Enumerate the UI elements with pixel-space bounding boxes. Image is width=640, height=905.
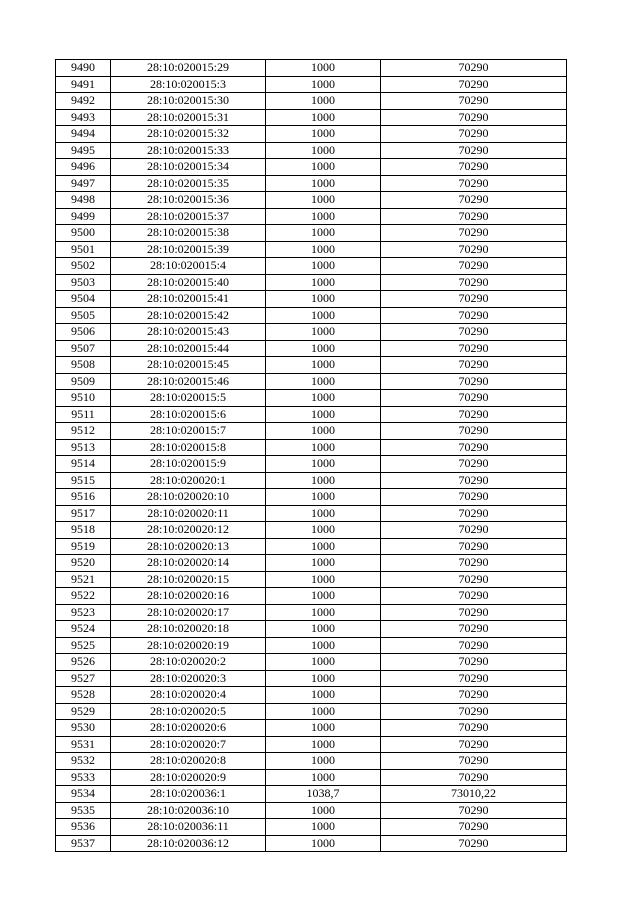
cadastral-number-cell: 28:10:020015:34 — [111, 159, 266, 176]
row-number-cell: 9526 — [56, 654, 111, 671]
area-cell: 1000 — [266, 720, 381, 737]
area-cell: 1000 — [266, 258, 381, 275]
cadastral-number-cell: 28:10:020020:19 — [111, 637, 266, 654]
area-cell: 1000 — [266, 274, 381, 291]
cadastral-number-cell: 28:10:020020:18 — [111, 621, 266, 638]
row-number-cell: 9512 — [56, 423, 111, 440]
table-row — [56, 274, 567, 291]
value-cell: 70290 — [381, 373, 567, 390]
area-cell: 1000 — [266, 93, 381, 110]
table-row — [56, 93, 567, 110]
row-number-cell: 9491 — [56, 76, 111, 93]
table-row — [56, 505, 567, 522]
table-row — [56, 258, 567, 275]
row-number-cell: 9504 — [56, 291, 111, 308]
row-number-cell: 9508 — [56, 357, 111, 374]
cadastral-number-cell: 28:10:020015:6 — [111, 406, 266, 423]
area-cell: 1000 — [266, 60, 381, 77]
cadastral-number-cell: 28:10:020015:5 — [111, 390, 266, 407]
data-table — [55, 59, 567, 852]
table-row — [56, 307, 567, 324]
cadastral-number-cell: 28:10:020015:8 — [111, 439, 266, 456]
value-cell: 70290 — [381, 522, 567, 539]
table-row — [56, 208, 567, 225]
table-body — [56, 60, 567, 852]
area-cell: 1000 — [266, 670, 381, 687]
value-cell: 70290 — [381, 423, 567, 440]
cadastral-number-cell: 28:10:020015:32 — [111, 126, 266, 143]
cadastral-number-cell: 28:10:020015:38 — [111, 225, 266, 242]
cadastral-number-cell: 28:10:020020:13 — [111, 538, 266, 555]
cadastral-number-cell: 28:10:020015:4 — [111, 258, 266, 275]
value-cell: 70290 — [381, 802, 567, 819]
table-row — [56, 769, 567, 786]
row-number-cell: 9520 — [56, 555, 111, 572]
cadastral-number-cell: 28:10:020020:14 — [111, 555, 266, 572]
table-row — [56, 456, 567, 473]
value-cell: 70290 — [381, 225, 567, 242]
table-row — [56, 720, 567, 737]
table-row — [56, 60, 567, 77]
row-number-cell: 9502 — [56, 258, 111, 275]
row-number-cell: 9513 — [56, 439, 111, 456]
cadastral-number-cell: 28:10:020015:36 — [111, 192, 266, 209]
table-row — [56, 637, 567, 654]
table-row — [56, 489, 567, 506]
area-cell: 1000 — [266, 522, 381, 539]
value-cell: 70290 — [381, 159, 567, 176]
value-cell: 70290 — [381, 307, 567, 324]
cadastral-number-cell: 28:10:020015:9 — [111, 456, 266, 473]
row-number-cell: 9527 — [56, 670, 111, 687]
area-cell: 1000 — [266, 126, 381, 143]
row-number-cell: 9492 — [56, 93, 111, 110]
cadastral-number-cell: 28:10:020020:8 — [111, 753, 266, 770]
area-cell: 1000 — [266, 439, 381, 456]
row-number-cell: 9514 — [56, 456, 111, 473]
area-cell: 1000 — [266, 159, 381, 176]
value-cell: 70290 — [381, 720, 567, 737]
area-cell: 1000 — [266, 324, 381, 341]
table-row — [56, 324, 567, 341]
cadastral-number-cell: 28:10:020015:31 — [111, 109, 266, 126]
area-cell: 1000 — [266, 357, 381, 374]
value-cell: 70290 — [381, 142, 567, 159]
row-number-cell: 9501 — [56, 241, 111, 258]
cadastral-number-cell: 28:10:020020:7 — [111, 736, 266, 753]
cadastral-number-cell: 28:10:020015:33 — [111, 142, 266, 159]
area-cell: 1000 — [266, 406, 381, 423]
table-row — [56, 621, 567, 638]
value-cell: 70290 — [381, 192, 567, 209]
value-cell: 70290 — [381, 687, 567, 704]
area-cell: 1000 — [266, 505, 381, 522]
value-cell: 70290 — [381, 76, 567, 93]
table-row — [56, 472, 567, 489]
area-cell: 1000 — [266, 225, 381, 242]
row-number-cell: 9490 — [56, 60, 111, 77]
row-number-cell: 9529 — [56, 703, 111, 720]
value-cell: 70290 — [381, 769, 567, 786]
cadastral-number-cell: 28:10:020036:11 — [111, 819, 266, 836]
value-cell: 70290 — [381, 736, 567, 753]
table-row — [56, 109, 567, 126]
value-cell: 70290 — [381, 571, 567, 588]
table-row — [56, 654, 567, 671]
row-number-cell: 9507 — [56, 340, 111, 357]
area-cell: 1000 — [266, 456, 381, 473]
table-row — [56, 241, 567, 258]
row-number-cell: 9517 — [56, 505, 111, 522]
area-cell: 1000 — [266, 76, 381, 93]
value-cell: 70290 — [381, 291, 567, 308]
cadastral-number-cell: 28:10:020036:1 — [111, 786, 266, 803]
row-number-cell: 9515 — [56, 472, 111, 489]
cadastral-number-cell: 28:10:020015:46 — [111, 373, 266, 390]
cadastral-number-cell: 28:10:020015:42 — [111, 307, 266, 324]
cadastral-number-cell: 28:10:020020:4 — [111, 687, 266, 704]
row-number-cell: 9506 — [56, 324, 111, 341]
cadastral-number-cell: 28:10:020020:6 — [111, 720, 266, 737]
table-row — [56, 555, 567, 572]
value-cell: 70290 — [381, 439, 567, 456]
area-cell: 1000 — [266, 654, 381, 671]
row-number-cell: 9496 — [56, 159, 111, 176]
table-row — [56, 159, 567, 176]
cadastral-number-cell: 28:10:020020:12 — [111, 522, 266, 539]
table-row — [56, 687, 567, 704]
value-cell: 70290 — [381, 60, 567, 77]
cadastral-number-cell: 28:10:020020:5 — [111, 703, 266, 720]
value-cell: 70290 — [381, 621, 567, 638]
value-cell: 70290 — [381, 241, 567, 258]
area-cell: 1000 — [266, 555, 381, 572]
cadastral-number-cell: 28:10:020036:10 — [111, 802, 266, 819]
value-cell: 70290 — [381, 126, 567, 143]
area-cell: 1000 — [266, 423, 381, 440]
value-cell: 70290 — [381, 670, 567, 687]
row-number-cell: 9525 — [56, 637, 111, 654]
table-row — [56, 291, 567, 308]
table-row — [56, 357, 567, 374]
table-row — [56, 703, 567, 720]
value-cell: 70290 — [381, 472, 567, 489]
row-number-cell: 9533 — [56, 769, 111, 786]
value-cell: 70290 — [381, 555, 567, 572]
value-cell: 70290 — [381, 340, 567, 357]
value-cell: 70290 — [381, 324, 567, 341]
table-row — [56, 142, 567, 159]
value-cell: 70290 — [381, 390, 567, 407]
area-cell: 1000 — [266, 307, 381, 324]
table-row — [56, 736, 567, 753]
cadastral-number-cell: 28:10:020020:2 — [111, 654, 266, 671]
cadastral-number-cell: 28:10:020015:40 — [111, 274, 266, 291]
value-cell: 70290 — [381, 588, 567, 605]
area-cell: 1000 — [266, 192, 381, 209]
area-cell: 1000 — [266, 489, 381, 506]
cadastral-number-cell: 28:10:020020:15 — [111, 571, 266, 588]
cadastral-number-cell: 28:10:020020:9 — [111, 769, 266, 786]
cadastral-number-cell: 28:10:020020:11 — [111, 505, 266, 522]
cadastral-number-cell: 28:10:020015:7 — [111, 423, 266, 440]
area-cell: 1000 — [266, 241, 381, 258]
row-number-cell: 9523 — [56, 604, 111, 621]
row-number-cell: 9528 — [56, 687, 111, 704]
table-row — [56, 670, 567, 687]
area-cell: 1000 — [266, 835, 381, 852]
area-cell: 1000 — [266, 753, 381, 770]
table-row — [56, 175, 567, 192]
table-row — [56, 522, 567, 539]
value-cell: 70290 — [381, 538, 567, 555]
area-cell: 1000 — [266, 802, 381, 819]
cadastral-number-cell: 28:10:020015:39 — [111, 241, 266, 258]
cadastral-number-cell: 28:10:020015:41 — [111, 291, 266, 308]
value-cell: 70290 — [381, 654, 567, 671]
area-cell: 1000 — [266, 373, 381, 390]
table-row — [56, 835, 567, 852]
area-cell: 1000 — [266, 736, 381, 753]
cadastral-number-cell: 28:10:020020:3 — [111, 670, 266, 687]
area-cell: 1000 — [266, 175, 381, 192]
cadastral-number-cell: 28:10:020020:16 — [111, 588, 266, 605]
cadastral-number-cell: 28:10:020015:30 — [111, 93, 266, 110]
row-number-cell: 9503 — [56, 274, 111, 291]
area-cell: 1000 — [266, 819, 381, 836]
cadastral-number-cell: 28:10:020015:43 — [111, 324, 266, 341]
area-cell: 1000 — [266, 703, 381, 720]
row-number-cell: 9500 — [56, 225, 111, 242]
row-number-cell: 9519 — [56, 538, 111, 555]
area-cell: 1000 — [266, 571, 381, 588]
row-number-cell: 9499 — [56, 208, 111, 225]
value-cell: 70290 — [381, 637, 567, 654]
value-cell: 70290 — [381, 456, 567, 473]
table-row — [56, 126, 567, 143]
row-number-cell: 9524 — [56, 621, 111, 638]
row-number-cell: 9495 — [56, 142, 111, 159]
table-row — [56, 802, 567, 819]
cadastral-number-cell: 28:10:020020:17 — [111, 604, 266, 621]
value-cell: 70290 — [381, 703, 567, 720]
row-number-cell: 9531 — [56, 736, 111, 753]
area-cell: 1000 — [266, 390, 381, 407]
row-number-cell: 9497 — [56, 175, 111, 192]
cadastral-number-cell: 28:10:020015:44 — [111, 340, 266, 357]
row-number-cell: 9505 — [56, 307, 111, 324]
table-row — [56, 390, 567, 407]
table-row — [56, 604, 567, 621]
area-cell: 1000 — [266, 538, 381, 555]
cadastral-number-cell: 28:10:020015:37 — [111, 208, 266, 225]
row-number-cell: 9537 — [56, 835, 111, 852]
row-number-cell: 9521 — [56, 571, 111, 588]
table-row — [56, 423, 567, 440]
value-cell: 70290 — [381, 274, 567, 291]
row-number-cell: 9534 — [56, 786, 111, 803]
table-row — [56, 76, 567, 93]
table-row — [56, 786, 567, 803]
table-row — [56, 406, 567, 423]
table-row — [56, 571, 567, 588]
value-cell: 70290 — [381, 753, 567, 770]
value-cell: 70290 — [381, 604, 567, 621]
table-row — [56, 538, 567, 555]
row-number-cell: 9522 — [56, 588, 111, 605]
area-cell: 1000 — [266, 109, 381, 126]
cadastral-number-cell: 28:10:020020:1 — [111, 472, 266, 489]
area-cell: 1000 — [266, 208, 381, 225]
row-number-cell: 9510 — [56, 390, 111, 407]
table-row — [56, 373, 567, 390]
value-cell: 70290 — [381, 505, 567, 522]
row-number-cell: 9493 — [56, 109, 111, 126]
cadastral-number-cell: 28:10:020015:29 — [111, 60, 266, 77]
row-number-cell: 9530 — [56, 720, 111, 737]
table-row — [56, 439, 567, 456]
row-number-cell: 9532 — [56, 753, 111, 770]
value-cell: 70290 — [381, 406, 567, 423]
row-number-cell: 9516 — [56, 489, 111, 506]
cadastral-number-cell: 28:10:020036:12 — [111, 835, 266, 852]
table-row — [56, 588, 567, 605]
value-cell: 70290 — [381, 357, 567, 374]
value-cell: 70290 — [381, 93, 567, 110]
table-row — [56, 225, 567, 242]
value-cell: 70290 — [381, 175, 567, 192]
row-number-cell: 9498 — [56, 192, 111, 209]
area-cell: 1000 — [266, 291, 381, 308]
table-row — [56, 819, 567, 836]
table-row — [56, 192, 567, 209]
row-number-cell: 9511 — [56, 406, 111, 423]
value-cell: 73010,22 — [381, 786, 567, 803]
area-cell: 1000 — [266, 769, 381, 786]
table-row — [56, 340, 567, 357]
value-cell: 70290 — [381, 489, 567, 506]
row-number-cell: 9536 — [56, 819, 111, 836]
value-cell: 70290 — [381, 258, 567, 275]
area-cell: 1000 — [266, 637, 381, 654]
row-number-cell: 9535 — [56, 802, 111, 819]
cadastral-number-cell: 28:10:020015:45 — [111, 357, 266, 374]
cadastral-number-cell: 28:10:020020:10 — [111, 489, 266, 506]
value-cell: 70290 — [381, 819, 567, 836]
row-number-cell: 9518 — [56, 522, 111, 539]
area-cell: 1000 — [266, 621, 381, 638]
value-cell: 70290 — [381, 109, 567, 126]
row-number-cell: 9509 — [56, 373, 111, 390]
cadastral-number-cell: 28:10:020015:35 — [111, 175, 266, 192]
area-cell: 1038,7 — [266, 786, 381, 803]
area-cell: 1000 — [266, 604, 381, 621]
area-cell: 1000 — [266, 340, 381, 357]
value-cell: 70290 — [381, 208, 567, 225]
area-cell: 1000 — [266, 588, 381, 605]
value-cell: 70290 — [381, 835, 567, 852]
row-number-cell: 9494 — [56, 126, 111, 143]
table-row — [56, 753, 567, 770]
cadastral-number-cell: 28:10:020015:3 — [111, 76, 266, 93]
area-cell: 1000 — [266, 142, 381, 159]
area-cell: 1000 — [266, 472, 381, 489]
area-cell: 1000 — [266, 687, 381, 704]
